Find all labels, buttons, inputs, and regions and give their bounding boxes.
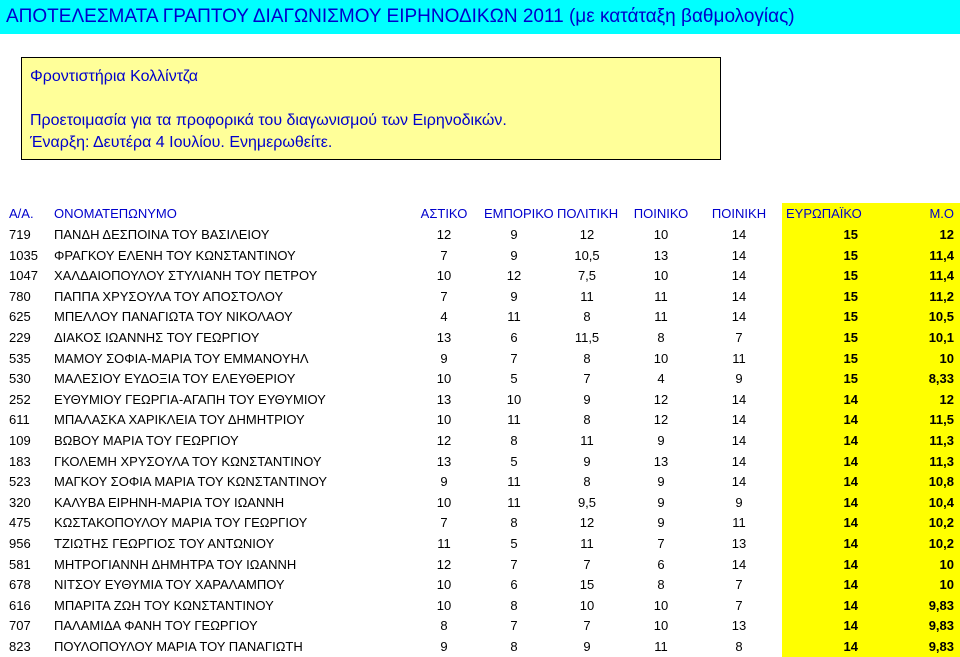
row-mo: 11,3 [862, 452, 960, 473]
table-body [0, 225, 960, 657]
row-emporiko: 11 [507, 474, 521, 490]
row-poiniko: 13 [653, 453, 669, 469]
row-emporiko: 10 [506, 391, 522, 407]
table-row [0, 225, 960, 246]
row-evropaiko: 15 [782, 349, 862, 370]
row-name: ΜΠΑΡΙΤΑ ΖΩΗ ΤΟΥ ΚΩΝΣΤΑΝΤΙΝΟΥ [54, 597, 274, 613]
row-poiniko: 10 [653, 618, 669, 634]
row-poiniki: 14 [731, 309, 747, 325]
row-name: ΜΑΓΚΟΥ ΣΟΦΙΑ ΜΑΡΙΑ ΤΟΥ ΚΩΝΣΤΑΝΤΙΝΟΥ [54, 474, 328, 490]
row-poiniki: 14 [731, 227, 747, 242]
row-politiki: 12 [579, 515, 595, 531]
row-astiko: 12 [436, 432, 452, 448]
row-astiko: 9 [440, 474, 448, 490]
table-row [0, 307, 960, 328]
row-poiniko: 9 [657, 515, 665, 531]
row-poiniko: 8 [657, 577, 665, 593]
row-emporiko: 5 [510, 535, 518, 551]
row-astiko: 11 [437, 535, 451, 551]
row-name: ΠΑΛΑΜΙΔΑ ΦΑΝΗ ΤΟΥ ΓΕΩΡΓΙΟΥ [54, 618, 258, 634]
row-mo: 11,4 [862, 246, 960, 267]
row-evropaiko: 14 [782, 472, 862, 493]
row-name: ΕΥΘΥΜΙΟΥ ΓΕΩΡΓΙΑ-ΑΓΑΠΗ ΤΟΥ ΕΥΘΥΜΙΟΥ [54, 391, 326, 407]
row-poiniki: 13 [731, 535, 747, 551]
row-poiniko: 11 [654, 638, 668, 654]
table-row [0, 596, 960, 617]
row-poiniko: 11 [654, 288, 668, 304]
row-emporiko: 9 [510, 227, 518, 242]
table-row [0, 616, 960, 637]
column-header-politiki: ΠΟΛΙΤΙΚΗ [557, 206, 619, 221]
row-evropaiko: 15 [782, 225, 862, 246]
column-header-evropaiko: ΕΥΡΩΠΑΪΚΟ [782, 203, 862, 225]
row-name: ΚΩΣΤΑΚΟΠΟΥΛΟΥ ΜΑΡΙΑ ΤΟΥ ΓΕΩΡΓΙΟΥ [54, 515, 308, 531]
row-poiniko: 4 [657, 371, 665, 387]
row-astiko: 10 [436, 494, 452, 510]
row-poiniki: 14 [731, 556, 747, 572]
row-evropaiko: 14 [782, 596, 862, 617]
row-poiniko: 13 [653, 247, 669, 263]
row-evropaiko: 15 [782, 307, 862, 328]
row-evropaiko: 14 [782, 534, 862, 555]
column-header-poiniko: ΠΟΙΝΙΚΟ [633, 206, 689, 221]
row-politiki: 11 [580, 535, 594, 551]
row-emporiko: 8 [510, 597, 518, 613]
row-emporiko: 8 [510, 638, 518, 654]
row-emporiko: 8 [510, 515, 518, 531]
row-poiniko: 12 [653, 391, 669, 407]
table-row [0, 431, 960, 452]
column-header-aa: Α/Α. [9, 206, 34, 221]
table-row [0, 369, 960, 390]
row-politiki: 9 [583, 453, 591, 469]
row-name: ΝΙΤΣΟΥ ΕΥΘΥΜΙΑ ΤΟΥ ΧΑΡΑΛΑΜΠΟΥ [54, 577, 285, 593]
row-mo: 12 [862, 225, 960, 246]
row-emporiko: 6 [510, 577, 518, 593]
row-evropaiko: 15 [782, 246, 862, 267]
row-politiki: 8 [583, 412, 591, 428]
row-poiniko: 9 [657, 474, 665, 490]
row-aa: 956 [9, 535, 31, 551]
row-evropaiko: 15 [782, 287, 862, 308]
row-mo: 11,2 [862, 287, 960, 308]
row-poiniki: 14 [731, 412, 747, 428]
row-emporiko: 7 [510, 350, 518, 366]
row-mo: 10 [862, 555, 960, 576]
table-row [0, 472, 960, 493]
row-poiniki: 8 [735, 638, 743, 654]
table-row [0, 287, 960, 308]
row-mo: 10 [862, 575, 960, 596]
table-header-row [0, 203, 960, 225]
row-politiki: 8 [583, 474, 591, 490]
row-emporiko: 7 [510, 618, 518, 634]
row-mo: 10,5 [862, 307, 960, 328]
row-astiko: 9 [440, 350, 448, 366]
row-emporiko: 12 [506, 268, 522, 284]
row-mo: 10,1 [862, 328, 960, 349]
row-aa: 229 [9, 329, 31, 345]
row-poiniko: 9 [657, 494, 665, 510]
row-astiko: 12 [436, 227, 452, 242]
row-aa: 707 [9, 618, 31, 634]
table-row [0, 452, 960, 473]
row-politiki: 8 [583, 309, 591, 325]
row-evropaiko: 15 [782, 266, 862, 287]
row-aa: 475 [9, 515, 31, 531]
row-evropaiko: 14 [782, 513, 862, 534]
row-emporiko: 5 [510, 453, 518, 469]
row-politiki: 9 [583, 638, 591, 654]
row-politiki: 15 [579, 577, 595, 593]
row-aa: 183 [9, 453, 31, 469]
row-evropaiko: 15 [782, 369, 862, 390]
table-row [0, 575, 960, 596]
column-header-mo: Μ.Ο [862, 203, 960, 225]
results-table [0, 203, 960, 657]
row-aa: 581 [9, 556, 31, 572]
row-aa: 109 [9, 432, 31, 448]
row-evropaiko: 14 [782, 493, 862, 514]
row-name: ΜΗΤΡΟΓΙΑΝΝΗ ΔΗΜΗΤΡΑ ΤΟΥ ΙΩΑΝΝΗ [54, 556, 297, 572]
announcement-text: Προετοιμασία για τα προφορικά του διαγωνισμού των Ειρηνοδικών. [30, 112, 507, 129]
row-evropaiko: 15 [782, 328, 862, 349]
row-astiko: 8 [440, 618, 448, 634]
row-astiko: 13 [436, 391, 452, 407]
row-poiniko: 10 [653, 227, 669, 242]
row-mo: 9,83 [862, 637, 960, 657]
row-evropaiko: 14 [782, 410, 862, 431]
row-poiniko: 11 [654, 309, 668, 325]
announcement-box [21, 57, 721, 160]
row-emporiko: 9 [510, 288, 518, 304]
row-aa: 611 [9, 412, 30, 428]
row-astiko: 10 [436, 371, 452, 387]
column-header-name: ΟΝΟΜΑΤΕΠΩΝΥΜΟ [54, 206, 177, 221]
row-mo: 10,4 [862, 493, 960, 514]
row-politiki: 7 [583, 556, 591, 572]
row-astiko: 10 [436, 268, 452, 284]
row-politiki: 8 [583, 350, 591, 366]
row-emporiko: 6 [510, 329, 518, 345]
row-evropaiko: 14 [782, 555, 862, 576]
row-politiki: 7 [583, 371, 591, 387]
table-row [0, 493, 960, 514]
row-evropaiko: 14 [782, 431, 862, 452]
row-mo: 9,83 [862, 616, 960, 637]
row-aa: 530 [9, 371, 31, 387]
column-header-emporiko: ΕΜΠΟΡΙΚΟ [484, 206, 554, 221]
row-astiko: 7 [440, 515, 448, 531]
table-row [0, 266, 960, 287]
row-emporiko: 11 [507, 309, 521, 325]
row-mo: 10,2 [862, 534, 960, 555]
row-poiniko: 10 [653, 268, 669, 284]
row-politiki: 10 [579, 597, 595, 613]
row-mo: 12 [862, 390, 960, 411]
row-name: ΓΚΟΛΕΜΗ ΧΡΥΣΟΥΛΑ ΤΟΥ ΚΩΝΣΤΑΝΤΙΝΟΥ [54, 453, 322, 469]
row-politiki: 12 [579, 227, 595, 242]
row-poiniki: 9 [735, 371, 743, 387]
row-aa: 535 [9, 350, 31, 366]
row-poiniki: 14 [731, 391, 747, 407]
row-mo: 11,5 [862, 410, 960, 431]
row-astiko: 10 [436, 577, 452, 593]
row-name: ΠΑΝΔΗ ΔΕΣΠΟΙΝΑ ΤΟΥ ΒΑΣΙΛΕΙΟΥ [54, 227, 270, 242]
table-row [0, 513, 960, 534]
row-poiniki: 11 [732, 515, 746, 531]
row-politiki: 10,5 [574, 247, 600, 263]
row-mo: 8,33 [862, 369, 960, 390]
row-poiniki: 13 [731, 618, 747, 634]
row-name: ΜΠΑΛΑΣΚΑ ΧΑΡΙΚΛΕΙΑ ΤΟΥ ΔΗΜΗΤΡΙΟΥ [54, 412, 305, 428]
row-poiniki: 7 [735, 597, 743, 613]
row-politiki: 7,5 [577, 268, 597, 284]
row-astiko: 4 [440, 309, 448, 325]
row-aa: 678 [9, 577, 31, 593]
row-poiniko: 7 [657, 535, 665, 551]
row-name: ΧΑΛΔΑΙΟΠΟΥΛΟΥ ΣΤΥΛΙΑΝΗ ΤΟΥ ΠΕΤΡΟΥ [54, 268, 318, 284]
row-poiniko: 8 [657, 329, 665, 345]
row-name: ΤΖΙΩΤΗΣ ΓΕΩΡΓΙΟΣ ΤΟΥ ΑΝΤΩΝΙΟΥ [54, 535, 275, 551]
row-emporiko: 8 [510, 432, 518, 448]
row-poiniki: 7 [735, 577, 743, 593]
table-row [0, 328, 960, 349]
row-politiki: 11 [580, 288, 594, 304]
row-name: ΜΠΕΛΛΟΥ ΠΑΝΑΓΙΩΤΑ ΤΟΥ ΝΙΚΟΛΑΟΥ [54, 309, 293, 325]
row-name: ΜΑΛΕΣΙΟΥ ΕΥΔΟΞΙΑ ΤΟΥ ΕΛΕΥΘΕΡΙΟΥ [54, 371, 296, 387]
row-poiniki: 14 [731, 247, 747, 263]
table-row [0, 534, 960, 555]
row-poiniki: 14 [731, 474, 747, 490]
row-poiniki: 14 [731, 432, 747, 448]
row-name: ΦΡΑΓΚΟΥ ΕΛΕΝΗ ΤΟΥ ΚΩΝΣΤΑΝΤΙΝΟΥ [54, 247, 296, 263]
row-aa: 523 [9, 474, 31, 490]
row-aa: 1047 [9, 268, 38, 284]
announcement-heading: Φροντιστήρια Κολλίντζα [30, 68, 199, 85]
row-poiniki: 14 [731, 453, 747, 469]
row-poiniko: 6 [657, 556, 665, 572]
row-poiniki: 14 [731, 288, 747, 304]
row-astiko: 13 [436, 329, 452, 345]
table-row [0, 349, 960, 370]
row-politiki: 11,5 [574, 329, 600, 345]
table-row [0, 410, 960, 431]
row-name: ΜΑΜΟΥ ΣΟΦΙΑ-ΜΑΡΙΑ ΤΟΥ ΕΜΜΑΝΟΥΗΛ [54, 350, 309, 366]
row-poiniki: 14 [731, 268, 747, 284]
table-row [0, 637, 960, 657]
row-name: ΔΙΑΚΟΣ ΙΩΑΝΝΗΣ ΤΟΥ ΓΕΩΡΓΙΟΥ [54, 329, 260, 345]
row-poiniko: 12 [653, 412, 669, 428]
row-aa: 616 [9, 597, 31, 613]
row-astiko: 13 [436, 453, 452, 469]
row-aa: 780 [9, 288, 31, 304]
row-politiki: 9 [583, 391, 591, 407]
page-title: ΑΠΟΤΕΛΕΣΜΑΤΑ ΓΡΑΠΤΟΥ ΔΙΑΓΩΝΙΣΜΟΥ ΕΙΡΗΝΟΔΙΚΩΝ 2011 (με κατάταξη βαθμολογίας) [0, 0, 960, 34]
row-emporiko: 5 [510, 371, 518, 387]
row-aa: 625 [9, 309, 31, 325]
row-evropaiko: 14 [782, 637, 862, 657]
row-name: ΠΑΠΠΑ ΧΡΥΣΟΥΛΑ ΤΟΥ ΑΠΟΣΤΟΛΟΥ [54, 288, 284, 304]
row-evropaiko: 14 [782, 616, 862, 637]
row-emporiko: 11 [507, 494, 521, 510]
row-emporiko: 7 [510, 556, 518, 572]
row-mo: 10,2 [862, 513, 960, 534]
row-astiko: 7 [440, 288, 448, 304]
row-poiniko: 9 [657, 432, 665, 448]
row-aa: 719 [9, 227, 31, 242]
row-emporiko: 11 [507, 412, 521, 428]
row-aa: 1035 [9, 247, 38, 263]
row-mo: 11,3 [862, 431, 960, 452]
row-mo: 10 [862, 349, 960, 370]
row-mo: 11,4 [862, 266, 960, 287]
table-row [0, 246, 960, 267]
row-astiko: 7 [440, 247, 448, 263]
row-name: ΒΩΒΟΥ ΜΑΡΙΑ ΤΟΥ ΓΕΩΡΓΙΟΥ [54, 432, 239, 448]
row-politiki: 11 [580, 432, 594, 448]
row-evropaiko: 14 [782, 390, 862, 411]
row-poiniki: 9 [735, 494, 743, 510]
announcement-date: Έναρξη: Δευτέρα 4 Ιουλίου. Ενημερωθείτε. [30, 134, 333, 151]
row-poiniko: 10 [653, 350, 669, 366]
row-politiki: 9,5 [577, 494, 597, 510]
row-evropaiko: 14 [782, 575, 862, 596]
row-emporiko: 9 [510, 247, 518, 263]
row-politiki: 7 [583, 618, 591, 634]
row-astiko: 9 [440, 638, 448, 654]
row-name: ΚΑΛΥΒΑ ΕΙΡΗΝΗ-ΜΑΡΙΑ ΤΟΥ ΙΩΑΝΝΗ [54, 494, 285, 510]
column-header-poiniki: ΠΟΙΝΙΚΗ [711, 206, 767, 221]
row-poiniko: 10 [653, 597, 669, 613]
row-name: ΠΟΥΛΟΠΟΥΛΟΥ ΜΑΡΙΑ ΤΟΥ ΠΑΝΑΓΙΩΤΗ [54, 638, 303, 654]
column-header-astiko: ΑΣΤΙΚΟ [420, 206, 468, 221]
row-aa: 823 [9, 638, 31, 654]
row-astiko: 12 [436, 556, 452, 572]
row-astiko: 10 [436, 412, 452, 428]
row-evropaiko: 14 [782, 452, 862, 473]
table-row [0, 555, 960, 576]
row-aa: 320 [9, 494, 31, 510]
table-row [0, 390, 960, 411]
row-mo: 9,83 [862, 596, 960, 617]
row-poiniki: 7 [735, 329, 743, 345]
row-mo: 10,8 [862, 472, 960, 493]
row-aa: 252 [9, 391, 31, 407]
row-poiniki: 11 [732, 350, 746, 366]
row-astiko: 10 [436, 597, 452, 613]
